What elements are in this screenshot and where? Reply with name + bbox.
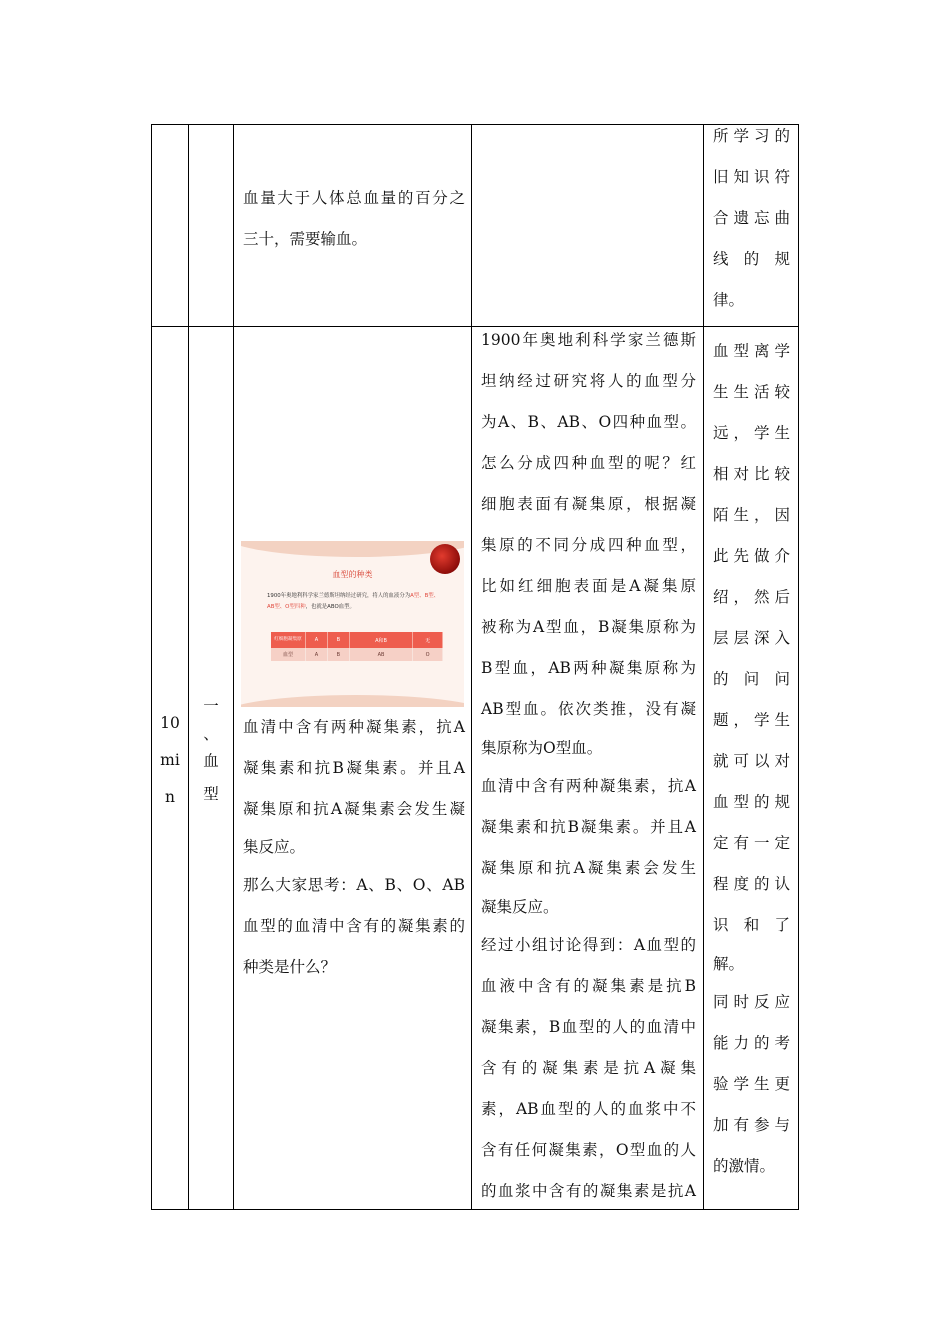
text-line: 、 xyxy=(203,725,219,743)
table-cell: A xyxy=(306,648,328,661)
text-line: 凝集素和抗B凝集素。并且A xyxy=(481,818,696,836)
table-col-divider-1 xyxy=(188,124,189,1210)
text-line: 种类是什么？ xyxy=(243,958,337,976)
text-line: 生生活较 xyxy=(713,383,790,401)
text-line: 层层深入 xyxy=(713,629,790,647)
text-line: 定有一定 xyxy=(713,834,790,852)
text-line: 合遗忘曲 xyxy=(713,209,790,227)
table-border-top xyxy=(151,124,799,125)
text-line: 此先做介 xyxy=(713,547,790,565)
text-line: 被称为A型血，B凝集原称为 xyxy=(481,618,696,636)
slide-text xyxy=(267,591,443,613)
text-line: 型 xyxy=(203,785,219,803)
text-line: 细胞表面有凝集原，根据凝 xyxy=(481,495,696,513)
table-cell: AB xyxy=(349,648,413,661)
text-line: 经过小组讨论得到：A血型的 xyxy=(481,936,696,954)
table-border-left xyxy=(151,124,152,1210)
text-line: mi xyxy=(160,751,180,769)
row1-teacher-activity xyxy=(243,178,465,260)
text-line: 旧知识符 xyxy=(713,168,790,186)
text-line: 律。 xyxy=(713,291,745,309)
text-line: 解。 xyxy=(713,955,745,973)
row1-design-intent xyxy=(713,116,790,321)
text-line: 10 xyxy=(160,714,180,732)
table-border-row-divider xyxy=(151,326,799,327)
text-line: 血清中含有两种凝集素，抗A xyxy=(481,777,696,795)
table-row xyxy=(271,648,443,661)
text-line: 的激情。 xyxy=(713,1157,776,1175)
text-line: 血液中含有的凝集素是抗B xyxy=(481,977,696,995)
slide-title: 血型的种类 xyxy=(332,570,373,579)
text-line: 集原的不同分成四种血型， xyxy=(481,536,696,554)
table-border-bottom xyxy=(151,1209,799,1210)
text-line: 含有的凝集素是抗A凝集 xyxy=(481,1059,696,1077)
text-line: n xyxy=(165,788,175,806)
text-line: 血型离学 xyxy=(713,342,790,360)
table-col-divider-3 xyxy=(471,124,472,1210)
table-row xyxy=(271,632,443,648)
text-line: 那么大家思考：A、B、O、AB xyxy=(243,876,465,894)
text-line: 凝集素和抗B凝集素。并且A xyxy=(243,759,465,777)
table-cell: 红细胞凝集原 xyxy=(271,632,306,648)
text-line: 程度的认 xyxy=(713,875,790,893)
text-line: 血清中含有两种凝集素，抗A xyxy=(243,718,465,736)
table-col-divider-2 xyxy=(233,124,234,1210)
table-cell: 无 xyxy=(413,632,443,648)
text-line: 1900年奥地利科学家兰德斯 xyxy=(481,331,696,349)
table-cell: 血型 xyxy=(271,648,306,661)
text-line: 绍，然后 xyxy=(713,588,790,606)
text-line: 比如红细胞表面是A凝集原 xyxy=(481,577,696,595)
text-line: AB型血。依次类推，没有凝 xyxy=(481,700,696,718)
text-line: 集原称为O型血。 xyxy=(481,739,603,757)
text-line: 怎么分成四种血型的呢？红 xyxy=(481,454,696,472)
text-line: 集反应。 xyxy=(243,838,306,856)
row2-time xyxy=(152,705,188,816)
text-line: 血型的血清中含有的凝集素的 xyxy=(243,917,465,935)
table-col-divider-4 xyxy=(703,124,704,1210)
text-line: B型血，AB两种凝集原称为 xyxy=(481,659,696,677)
text-line: 题，学生 xyxy=(713,711,790,729)
text-line: 凝集反应。 xyxy=(481,898,559,916)
text-line: 血量大于人体总血量的百分之 xyxy=(243,189,465,207)
slide-text-part: 1900年奥地利科学家兰德斯坦纳经过研究，将人的血液分为 xyxy=(267,593,411,599)
text-line: 的血浆中含有的凝集素是抗A xyxy=(481,1182,696,1200)
row2-teacher-activity xyxy=(243,707,465,988)
text-line: 线 的 规 xyxy=(713,250,790,268)
text-line: 能力的考 xyxy=(713,1034,790,1052)
text-line: 识 和 了 xyxy=(713,916,790,934)
slide-text-part: ，也就是ABO血型。 xyxy=(305,604,355,610)
table-cell: A xyxy=(306,632,328,648)
slide-text-highlight: A型、B型、AB型、O型四种 xyxy=(267,593,440,610)
text-line: 凝集原和抗A凝集素会发生 xyxy=(481,859,696,877)
row2-topic xyxy=(189,690,233,811)
text-line: 凝集素，B血型的人的血清中 xyxy=(481,1018,696,1036)
text-line: 同时反应 xyxy=(713,993,790,1011)
table-cell: B xyxy=(327,632,349,648)
table-border-right xyxy=(798,124,799,1210)
text-line: 就可以对 xyxy=(713,752,790,770)
table-cell: B xyxy=(327,648,349,661)
row2-design-intent xyxy=(713,331,790,1187)
text-line: 素，AB血型的人的血浆中不 xyxy=(481,1100,696,1118)
table-cell: O xyxy=(413,648,443,661)
slide-decor-bottom xyxy=(241,695,464,707)
text-line: 血 xyxy=(203,752,219,770)
text-line: 陌生，因 xyxy=(713,506,790,524)
text-line: 一 xyxy=(203,697,219,715)
text-line: 的 问 问 xyxy=(713,670,790,688)
text-line: 凝集原和抗A凝集素会发生凝 xyxy=(243,800,465,818)
row2-student-activity xyxy=(481,320,696,1212)
text-line: 相对比较 xyxy=(713,465,790,483)
blood-type-slide-image xyxy=(241,541,464,707)
text-line: 为A、B、AB、O四种血型。 xyxy=(481,413,696,431)
text-line: 远，学生 xyxy=(713,424,790,442)
text-line: 所学习的 xyxy=(713,127,790,145)
text-line: 血型的规 xyxy=(713,793,790,811)
text-line: 三十，需要输血。 xyxy=(243,230,368,248)
text-line: 含有任何凝集素，O型血的人 xyxy=(481,1141,696,1159)
text-line: 加有参与 xyxy=(713,1116,790,1134)
text-line: 坦纳经过研究将人的血型分 xyxy=(481,372,696,390)
table-cell: A和B xyxy=(349,632,413,648)
slide-blood-type-table xyxy=(271,632,443,661)
text-line: 验学生更 xyxy=(713,1075,790,1093)
